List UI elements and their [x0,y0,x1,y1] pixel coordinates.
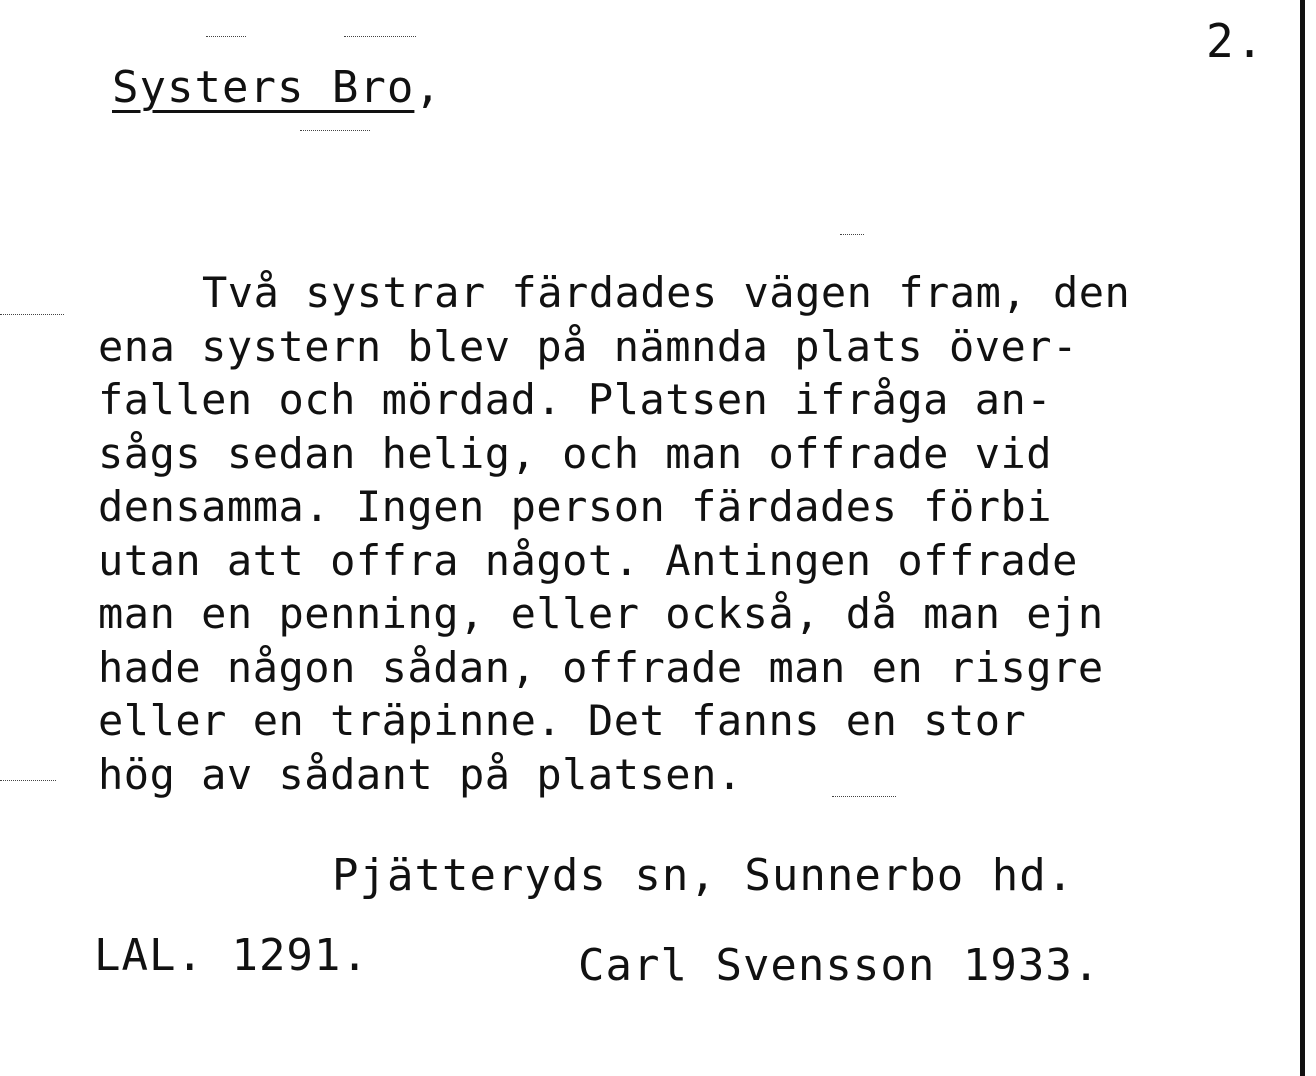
story-text [98,266,1298,801]
scan-speck [832,796,896,798]
scan-speck [0,314,64,316]
body-line: fallen och mördad. Platsen ifråga an- [98,375,1053,424]
body-line: ena systern blev på nämnda plats över- [98,321,1078,371]
scan-speck [840,234,864,236]
body-line: sågs sedan helig, och man offrade vid [98,428,1053,478]
archive-reference: LAL. 1291. [94,930,369,981]
recorder-line: Carl Svensson 1933. [578,940,1101,991]
place-line: Pjätteryds sn, Sunnerbo hd. [332,850,1075,901]
card-edge-rule [1300,0,1305,1076]
page-number: 2. [1206,14,1266,68]
scan-speck [344,36,416,38]
title [112,62,442,113]
title-text: Systers Bro [112,62,415,113]
scan-speck [206,36,246,38]
body-line: man en penning, eller också, då man ejn [98,589,1104,638]
scan-speck [0,780,56,782]
body-line: utan att offra något. Antingen offrade [98,535,1078,585]
body-line: Två systrar färdades vägen fram, den [202,268,1131,317]
body-line: eller en träpinne. Det fanns en stor [98,696,1027,745]
title-punctuation: , [414,62,442,113]
scan-speck [300,130,370,132]
body-line: hade någon sådan, offrade man en risgre [98,642,1104,692]
body-line: hög av sådant på platsen. [98,749,743,799]
body-line: densamma. Ingen person färdades förbi [98,482,1053,531]
